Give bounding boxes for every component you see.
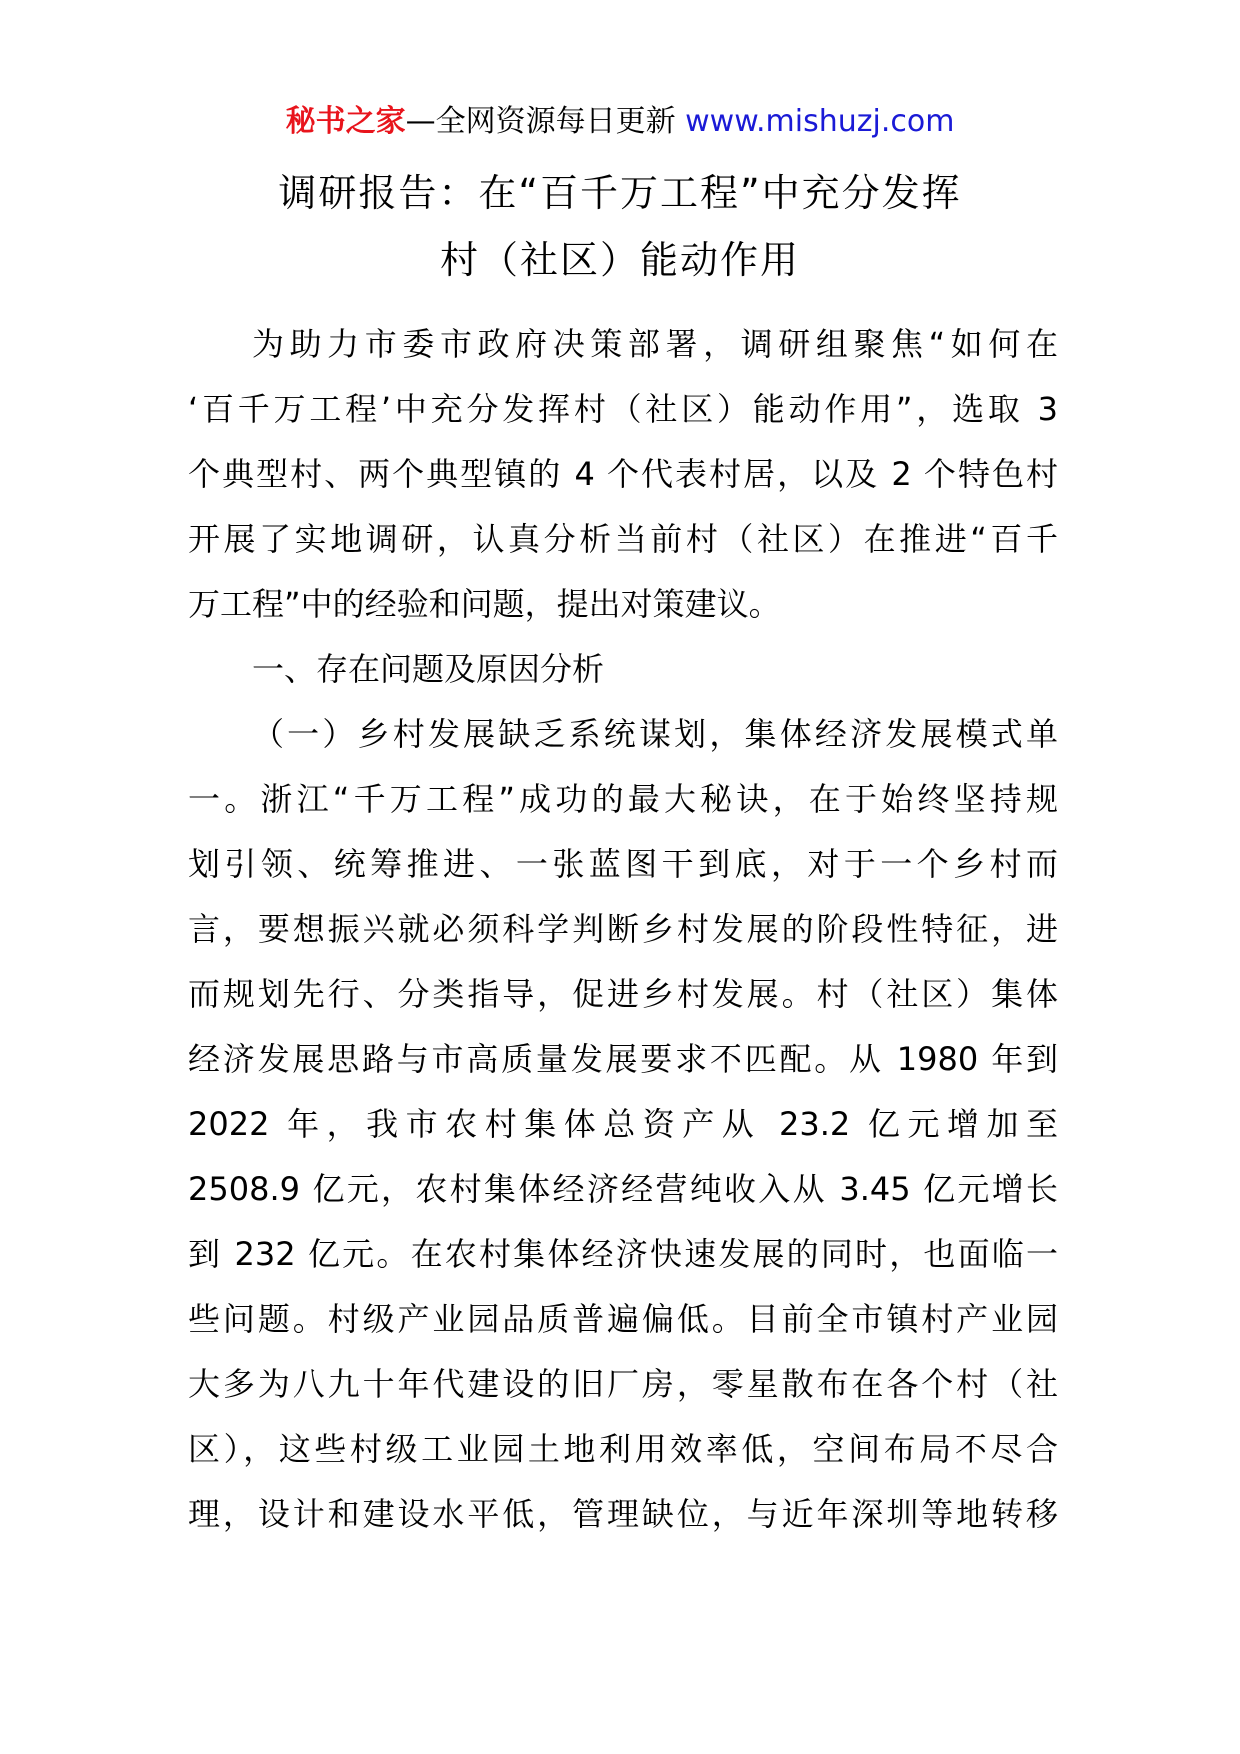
paragraph-line: （一）乡村发展缺乏系统谋划，集体经济发展模式单 — [252, 715, 1058, 753]
paragraph-line: 万工程”中的经验和问题，提出对策建议。 — [188, 585, 781, 623]
paragraph-line: 大多为八九十年代建设的旧厂房，零星散布在各个村（社 — [188, 1365, 1058, 1403]
site-header — [0, 102, 1240, 142]
paragraph-line: 区），这些村级工业园土地利用效率低，空间布局不尽合 — [188, 1430, 1058, 1468]
document-title-line-1: 调研报告：在“百千万工程”中充分发挥 — [278, 171, 962, 215]
paragraph-line: 言，要想振兴就必须科学判断乡村发展的阶段性特征，进 — [188, 910, 1058, 948]
paragraph-line: 一。浙江“千万工程”成功的最大秘诀，在于始终坚持规 — [188, 780, 1058, 818]
paragraph-line: 2508.9 亿元，农村集体经济经营纯收入从 3.45 亿元增长 — [188, 1170, 1058, 1208]
paragraph-line: 而规划先行、分类指导，促进乡村发展。村（社区）集体 — [188, 975, 1058, 1013]
paragraph-line: 开展了实地调研，认真分析当前村（社区）在推进“百千 — [188, 520, 1058, 558]
paragraph-line: 理，设计和建设水平低，管理缺位，与近年深圳等地转移 — [188, 1495, 1058, 1533]
paragraph-line: 经济发展思路与市高质量发展要求不匹配。从 1980 年到 — [188, 1040, 1058, 1078]
site-url[interactable]: www.mishuzj.com — [685, 104, 955, 139]
paragraph-line: 到 232 亿元。在农村集体经济快速发展的同时，也面临一 — [188, 1235, 1058, 1273]
paragraph-line: ‘百千万工程’中充分发挥村（社区）能动作用”，选取 3 — [188, 390, 1058, 428]
brand-name: 秘书之家 — [285, 104, 406, 139]
paragraph-line: 2022 年，我市农村集体总资产从 23.2 亿元增加至 — [188, 1105, 1058, 1143]
header-tagline: —全网资源每日更新 — [405, 104, 676, 139]
document-title-line-2: 村（社区）能动作用 — [439, 238, 800, 282]
paragraph-line: 个典型村、两个典型镇的 4 个代表村居，以及 2 个特色村 — [188, 455, 1058, 493]
paragraph-line: 些问题。村级产业园品质普遍偏低。目前全市镇村产业园 — [188, 1300, 1058, 1338]
section-heading: 一、存在问题及原因分析 — [252, 650, 605, 688]
paragraph-line: 划引领、统筹推进、一张蓝图干到底，对于一个乡村而 — [188, 845, 1058, 883]
paragraph-line: 为助力市委市政府决策部署，调研组聚焦“如何在 — [252, 325, 1058, 363]
